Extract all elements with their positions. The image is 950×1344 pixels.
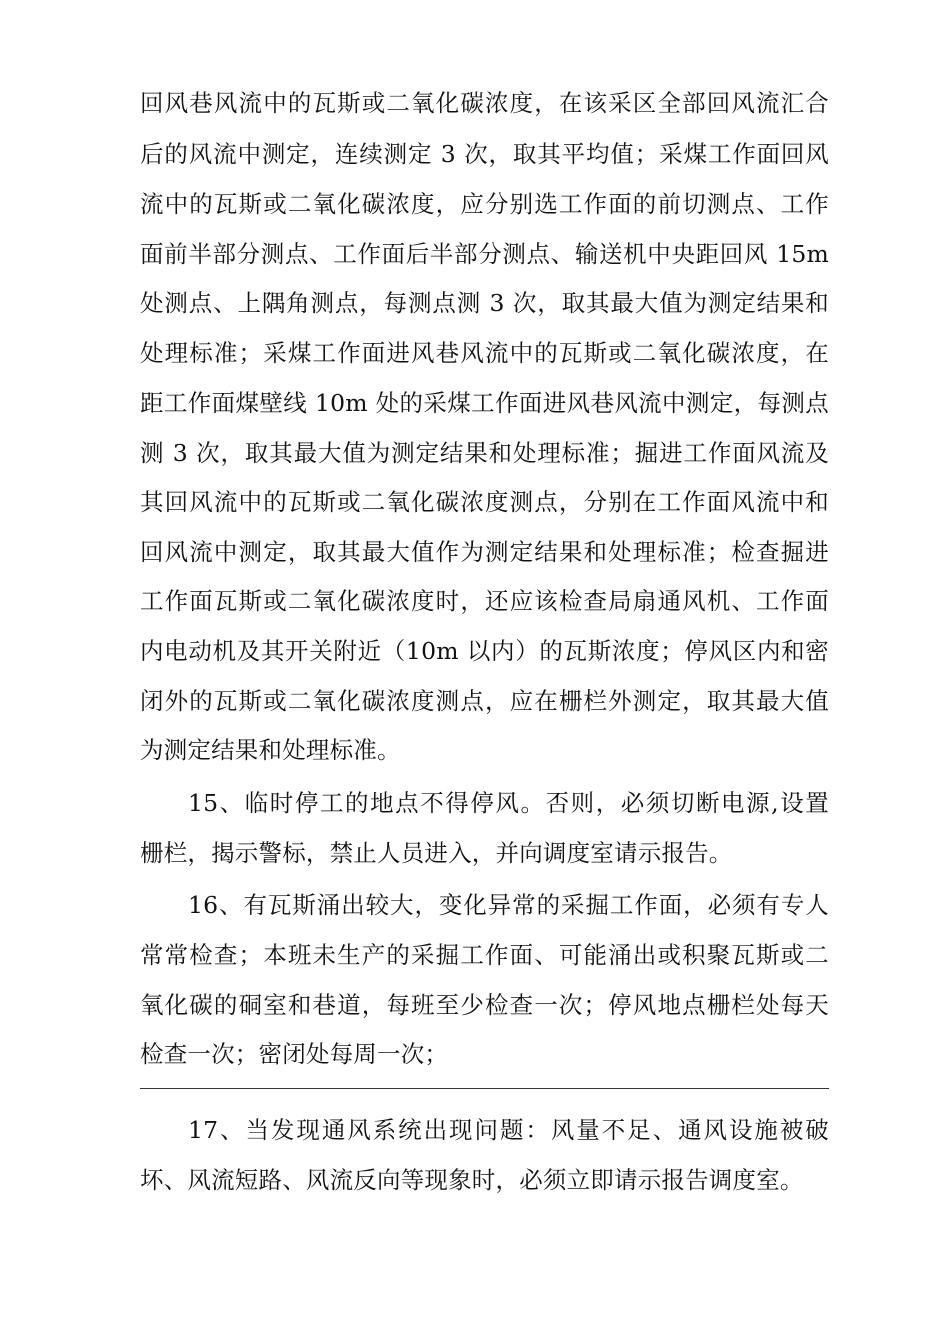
p14-line-9: 其回风流中的瓦斯或二氧化碳浓度测点，分别在工作面风流中和 <box>140 488 829 516</box>
p14-line-3: 流中的瓦斯或二氧化碳浓度，应分别选工作面的前切测点、工作 <box>140 190 829 218</box>
p14-line-7: 距工作面煤壁线 10m 处的采煤工作面进风巷风流中测定，每测点 <box>140 389 829 417</box>
p14-line-5: 处测点、上隅角测点，每测点测 3 次，取其最大值为测定结果和 <box>140 289 829 317</box>
p14-line-13: 闭外的瓦斯或二氧化碳浓度测点，应在栅栏外测定，取其最大值 <box>140 687 829 715</box>
section-divider <box>140 1088 829 1089</box>
p15-line-1: 15、临时停工的地点不得停风。否则，必须切断电源,设置 <box>188 789 829 817</box>
p17-line-2: 坏、风流短路、风流反向等现象时，必须立即请示报告调度室。 <box>140 1166 804 1194</box>
p14-line-1: 回风巷风流中的瓦斯或二氧化碳浓度，在该采区全部回风流汇合 <box>140 89 829 117</box>
p14-line-6: 处理标准；采煤工作面进风巷风流中的瓦斯或二氧化碳浓度，在 <box>140 339 829 367</box>
p14-line-2: 后的风流中测定，连续测定 3 次，取其平均值；采煤工作面回风 <box>140 140 829 168</box>
p14-line-8: 测 3 次，取其最大值为测定结果和处理标准；掘进工作面风流及 <box>140 439 829 467</box>
p14-line-14: 为测定结果和处理标准。 <box>140 736 401 764</box>
p14-line-10: 回风流中测定，取其最大值作为测定结果和处理标准；检查掘进 <box>140 538 829 566</box>
p16-line-3: 氧化碳的硐室和巷道，每班至少检查一次；停风地点栅栏处每天 <box>140 991 829 1019</box>
p16-line-1: 16、有瓦斯涌出较大，变化异常的采掘工作面，必须有专人 <box>188 891 829 919</box>
p14-line-4: 面前半部分测点、工作面后半部分测点、输送机中央距回风 15m <box>140 240 829 268</box>
p16-line-4: 检查一次；密闭处每周一次； <box>140 1040 449 1068</box>
p15-line-2: 栅栏，揭示警标，禁止人员进入，并向调度室请示报告。 <box>140 839 733 867</box>
p16-line-2: 常常检查；本班未生产的采掘工作面、可能涌出或积聚瓦斯或二 <box>140 941 829 969</box>
p14-line-12: 内电动机及其开关附近（10m 以内）的瓦斯浓度；停风区内和密 <box>140 637 829 665</box>
p14-line-11: 工作面瓦斯或二氧化碳浓度时，还应该检查局扇通风机、工作面 <box>140 587 829 615</box>
p17-line-1: 17、当发现通风系统出现问题：风量不足、通风设施被破 <box>188 1116 829 1144</box>
